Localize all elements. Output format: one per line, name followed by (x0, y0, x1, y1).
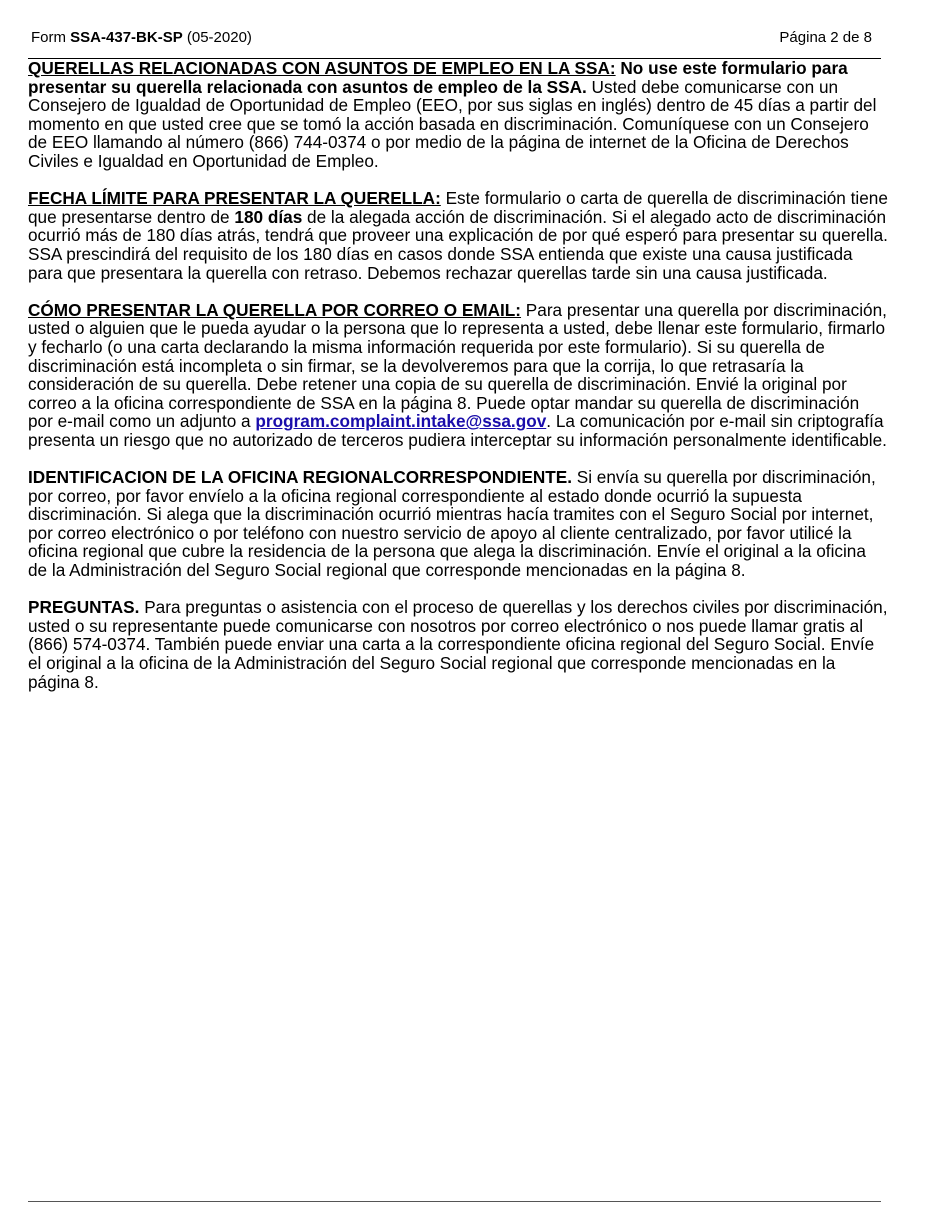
section-heading: CÓMO PRESENTAR LA QUERELLA POR CORREO O EMAIL: (28, 299, 522, 320)
section-body: Usted debe comunicarse con un Consejero de Igualdad de Oportunidad de Empleo (EEO, por sus siglas en inglés) dentro de 45 días a partir del momento en que usted cree que se tomó la acción basada en discriminación. Comuníquese con un Consejero de EEO llamando al número (866) 744-0374 o por medio de la página de internet de la Oficina de Derechos Civiles e Igualdad en Oportunidad de Empleo. (28, 76, 877, 171)
section-body-continued: de la alegada acción de discriminación. Si el alegado acto de discriminación ocurrió más de 180 días atrás, tendrá que proveer una explicación de por qué esperó para presentar su querella. SSA prescindirá del requisito de los 180 días en casos donde SSA entienda que existe una causa justificada para que presentara la querella con retraso. Debemos rechazar querellas tarde sin una causa justificada. (28, 206, 888, 283)
section-body-continued: . La comunicación por e-mail sin criptografía presenta un riesgo que no autorizado de terceros pudiera interceptar su información personalmente identificable. (28, 411, 887, 450)
section-regional-office (28, 468, 888, 580)
footer-divider (28, 1201, 881, 1202)
bold-warning: No use este formulario para presentar su querella relacionada con asuntos de empleo de la SSA. (28, 58, 848, 97)
section-heading: IDENTIFICACION DE LA OFICINA REGIONALCORRESPONDIENTE. (28, 467, 572, 488)
section-heading: FECHA LÍMITE PARA PRESENTAR LA QUERELLA: (28, 188, 441, 209)
section-questions (28, 598, 888, 691)
page-header (31, 29, 872, 49)
days-limit: 180 días (234, 206, 303, 227)
intake-email-link[interactable]: program.complaint.intake@ssa.gov (255, 411, 547, 432)
form-identifier (31, 29, 252, 47)
section-deadline (28, 189, 888, 282)
section-heading: PREGUNTAS. (28, 597, 140, 618)
document-body (28, 59, 888, 710)
section-body: Para preguntas o asistencia con el proceso de querellas y los derechos civiles por discriminación, usted o su representante puede comunicarse con nosotros por correo electrónico o nos puede llamar gratis al (866) 574-0374. También puede enviar una carta a la correspondiente oficina regional del Seguro Social. Envíe el original a la oficina de la Administración del Seguro Social regional que corresponde mencionadas en la página 8. (28, 597, 888, 692)
form-date: (05-2020) (182, 29, 252, 46)
section-body: Para presentar una querella por discriminación, usted o alguien que le pueda ayudar o la persona que lo representa a usted, debe llenar este formulario, firmarlo y fecharlo (o una carta declarando la misma información requerida por este formulario). Si su querella de discriminación está incompleta o sin firmar, se la devolveremos para que la corrija, lo que retrasaría la consideración de su querella. Debe retener una copia de su querella de discriminación. Envié la original por correo a la oficina correspondiente de SSA en la página 8. Puede optar mandar su querella de discriminación por e-mail como un adjunto a (28, 299, 887, 432)
section-employment-complaints (28, 59, 888, 171)
section-body: Si envía su querella por discriminación, por correo, por favor envíelo a la oficina regional correspondiente al estado donde ocurrió la supuesta discriminación. Si alega que la discriminación ocurrió mientras hacía tramites con el Seguro Social por internet, por correo electrónico o por teléfono con nuestro servicio de apoyo al cliente centralizado, por favor utilicé la oficina regional que cubre la residencia de la persona que alega la discriminación. Envíe el original a la oficina de la Administración del Seguro Social regional que corresponde mencionadas en la página 8. (28, 467, 876, 581)
form-prefix: Form (31, 29, 71, 46)
section-how-to-file (28, 301, 888, 450)
form-number: SSA-437-BK-SP (70, 29, 183, 46)
page-number: Página 2 de 8 (779, 29, 872, 46)
section-heading: QUERELLAS RELACIONADAS CON ASUNTOS DE EMPLEO EN LA SSA: (28, 58, 616, 78)
section-body: Este formulario o carta de querella de discriminación tiene que presentarse dentro de (28, 188, 888, 227)
